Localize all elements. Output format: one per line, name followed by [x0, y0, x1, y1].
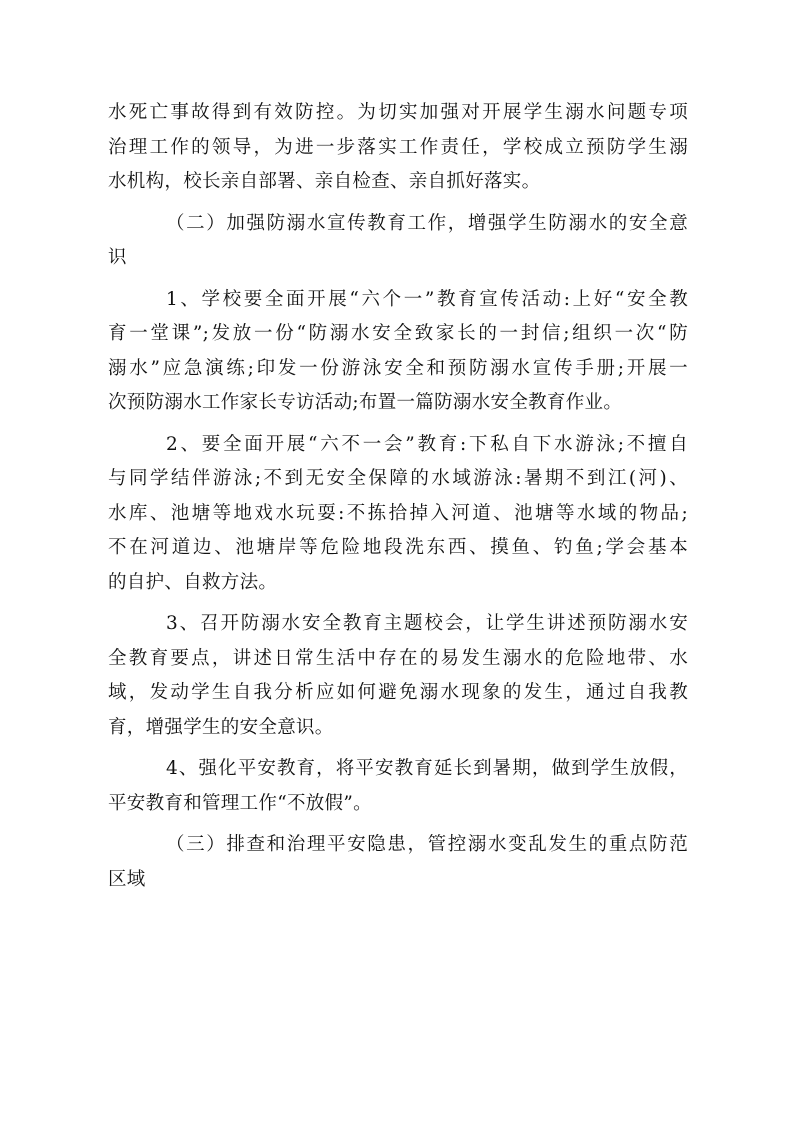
- text-line: 1、学校要全面开展“六个一”教育宣传活动:上好“安全教: [166, 288, 688, 310]
- text-line: 次预防溺水工作家长专访活动;布置一篇防溺水安全教育作业。: [108, 392, 623, 413]
- text-line: 2、要全面开展“六不一会”教育:下私自下水游泳;不擅自: [166, 433, 688, 455]
- text-line: 4、强化平安教育，将平安教育延长到暑期，做到学生放假，: [166, 758, 688, 779]
- text-line: 全教育要点，讲述日常生活中存在的易发生溺水的危险地带、水: [108, 647, 688, 669]
- text-line: 与同学结伴游泳;不到无安全保障的水域游泳:暑期不到江(河)、: [108, 468, 688, 489]
- text-line: 育一堂课”;发放一份“防溺水安全致家长的一封信;组织一次“防: [108, 323, 688, 344]
- text-line: 治理工作的领导，为进一步落实工作责任，学校成立预防学生溺: [108, 136, 688, 158]
- paragraph: [108, 428, 688, 601]
- text-line: 溺水”应急演练;印发一份游泳安全和预防溺水宣传手册;开展一: [108, 357, 688, 379]
- text-line: （二）加强防溺水宣传教育工作，增强学生防溺水的安全意: [166, 212, 688, 234]
- text-line: 平安教育和管理工作“不放假”。: [108, 792, 372, 814]
- text-line: 育，增强学生的安全意识。: [108, 716, 334, 738]
- text-line: 的自护、自救方法。: [108, 571, 278, 593]
- text-line: 水库、池塘等地戏水玩耍:不拣拾掉入河道、池塘等水域的物品;: [108, 502, 688, 524]
- text-line: 域，发动学生自我分析应如何避免溺水现象的发生，通过自我教: [108, 682, 688, 703]
- paragraph: [108, 607, 688, 745]
- text-line: 水机构，校长亲自部署、亲自检查、亲自抓好落实。: [108, 171, 541, 192]
- paragraph: [108, 283, 688, 421]
- text-line: （三）排查和治理平安隐患，管控溺水变乱发生的重点防范: [166, 834, 688, 855]
- paragraph: [108, 752, 688, 821]
- text-line: 识: [108, 247, 127, 268]
- text-line: 3、召开防溺水安全教育主题校会，让学生讲述预防溺水安: [166, 613, 688, 634]
- document-body: [108, 96, 688, 897]
- paragraph: [108, 96, 688, 200]
- text-line: 区域: [108, 868, 146, 890]
- text-line: 水死亡事故得到有效防控。为切实加强对开展学生溺水问题专项: [108, 102, 688, 123]
- paragraph: [108, 207, 688, 276]
- text-line: 不在河道边、池塘岸等危险地段洗东西、摸鱼、钓鱼;学会基本: [108, 537, 688, 558]
- paragraph: [108, 828, 688, 897]
